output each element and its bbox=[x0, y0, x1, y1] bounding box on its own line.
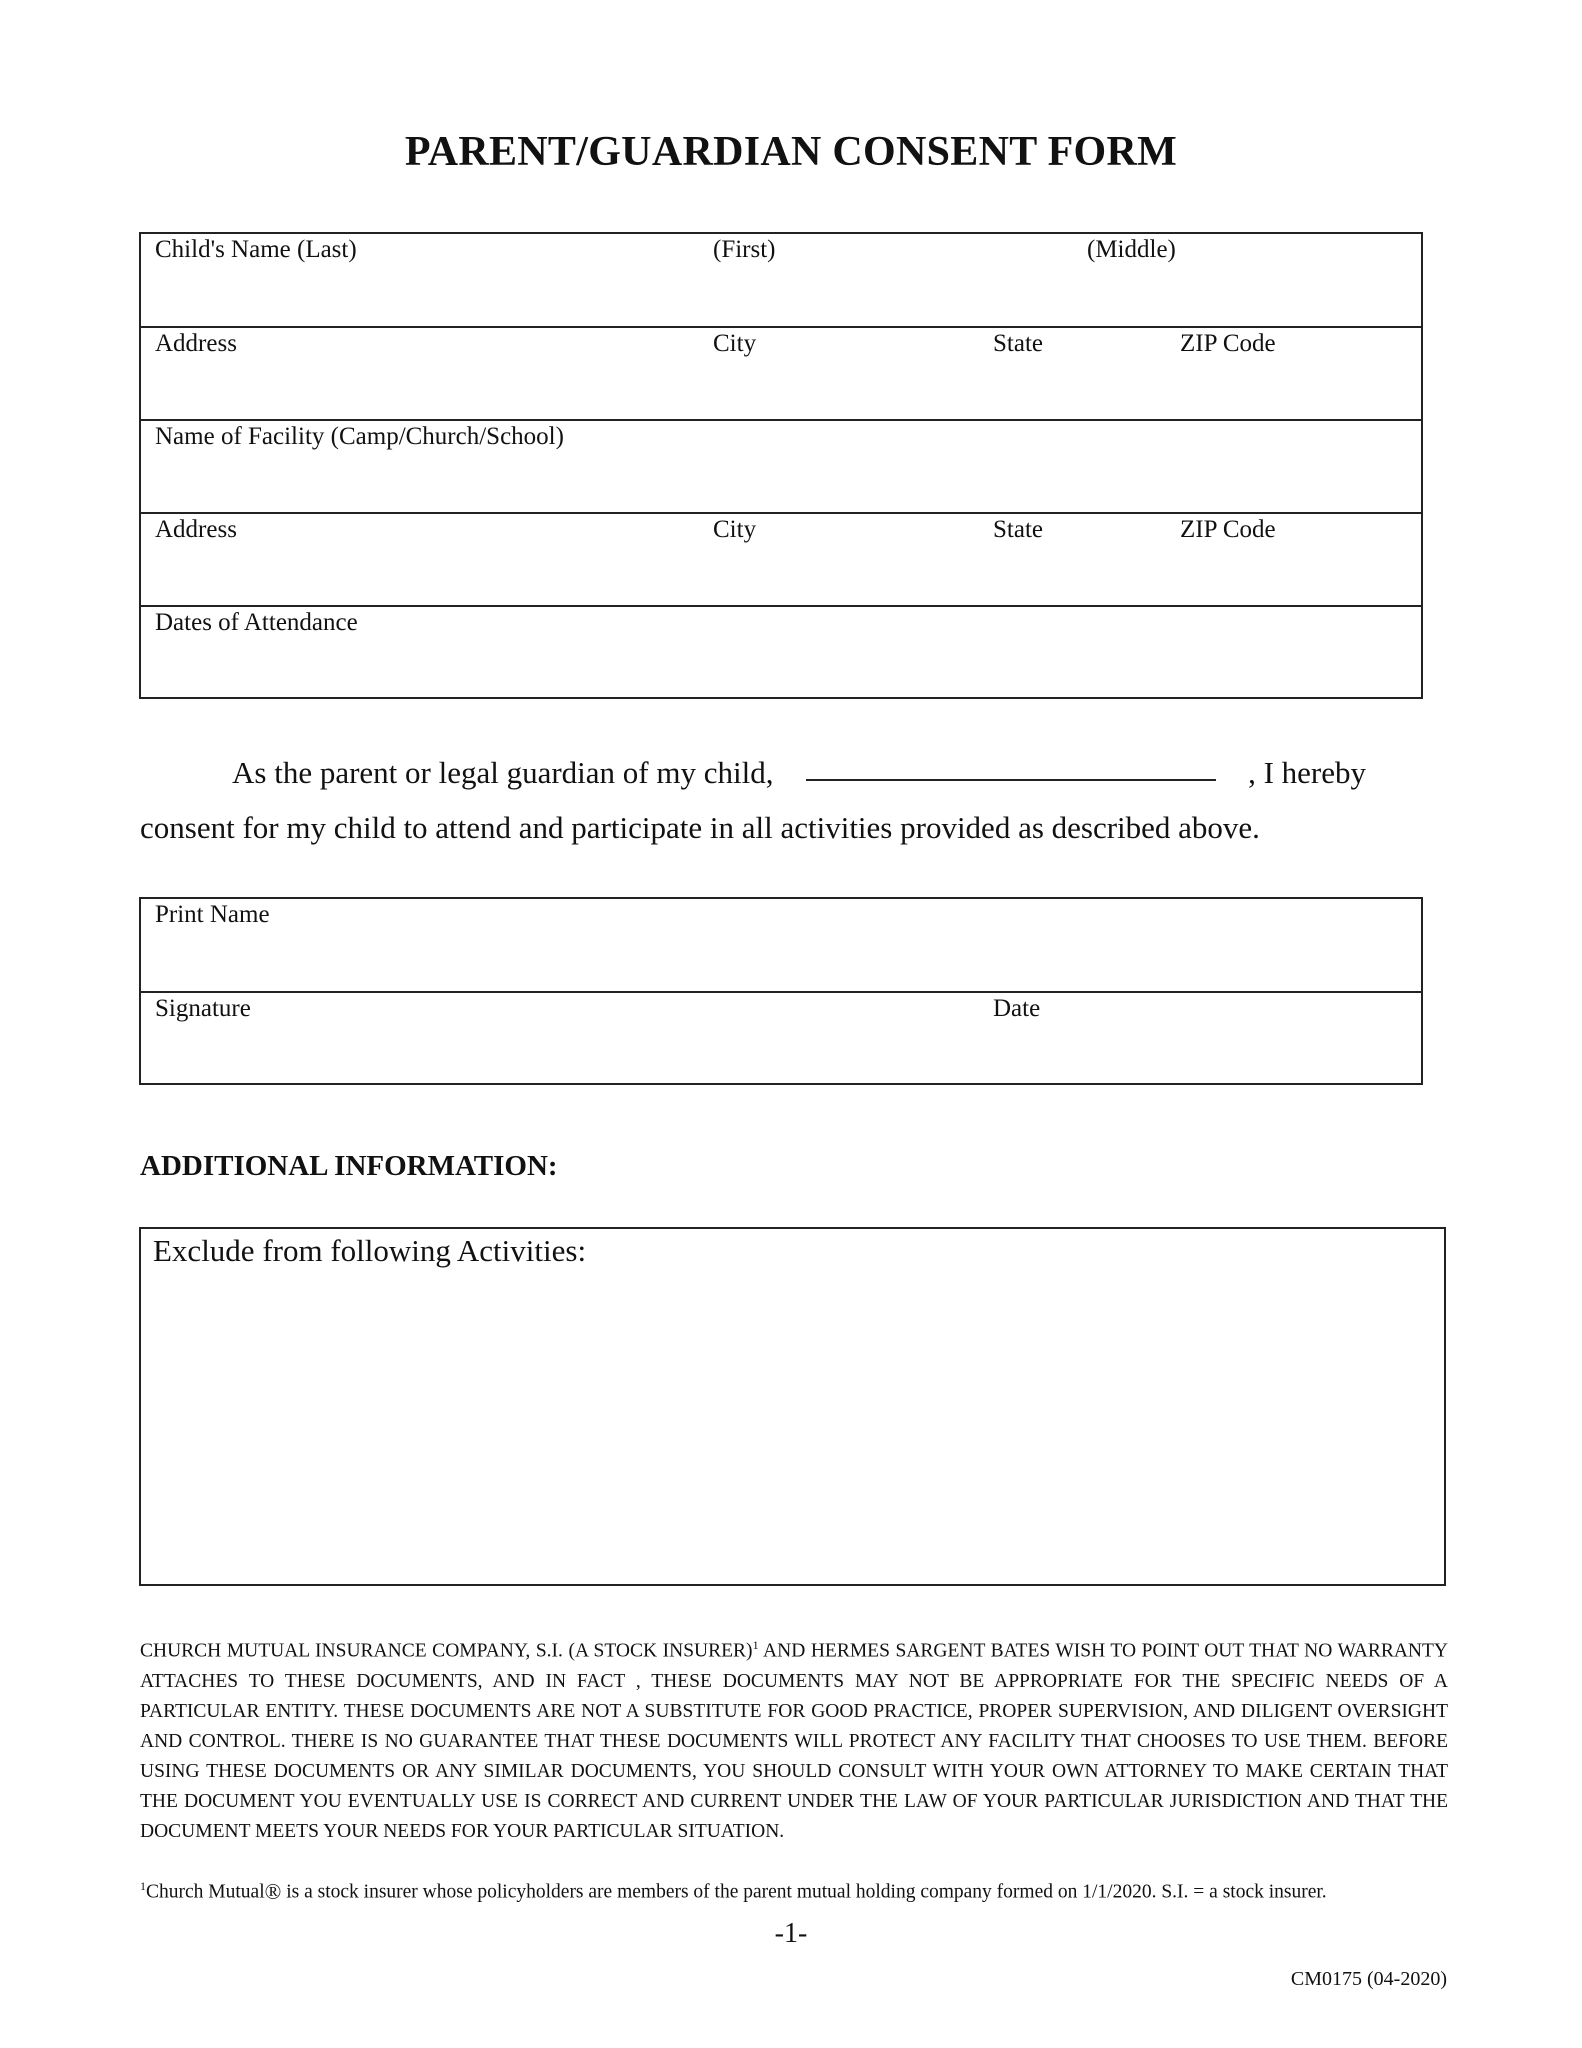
child-state-label: State bbox=[993, 330, 1043, 357]
registered-mark: ® bbox=[264, 1879, 282, 1904]
signature-label: Signature bbox=[155, 995, 251, 1022]
exclude-activities-label: Exclude from following Activities: bbox=[153, 1233, 587, 1268]
attendance-dates-row bbox=[141, 605, 1421, 697]
consent-text-start: As the parent or legal guardian of my child, bbox=[232, 755, 774, 790]
facility-zip-label: ZIP Code bbox=[1180, 516, 1276, 543]
date-label: Date bbox=[993, 995, 1041, 1022]
child-first-name-input[interactable] bbox=[713, 270, 1077, 322]
child-address-row bbox=[141, 326, 1421, 419]
child-middle-name-input[interactable] bbox=[1087, 270, 1411, 322]
signature-row bbox=[141, 991, 1421, 1083]
footnote bbox=[140, 1879, 1327, 1905]
exclude-activities-box bbox=[139, 1227, 1446, 1586]
print-name-label: Print Name bbox=[155, 901, 270, 928]
print-name-row bbox=[141, 899, 1421, 991]
child-name-row bbox=[141, 234, 1421, 326]
signature-input[interactable] bbox=[155, 1029, 979, 1081]
child-last-name-label: Child's Name (Last) bbox=[155, 236, 357, 263]
date-input[interactable] bbox=[993, 1029, 1409, 1081]
form-code: CM0175 (04-2020) bbox=[1290, 1968, 1447, 1990]
signature-table bbox=[139, 897, 1423, 1085]
facility-address-input[interactable] bbox=[155, 550, 699, 602]
child-info-table bbox=[139, 232, 1423, 699]
footnote-brand: Church Mutual bbox=[146, 1881, 265, 1903]
page-number: -1- bbox=[774, 1918, 808, 1949]
footnote-text: is a stock insurer whose policyholders are members of the parent mutual holding company formed on 1/1/2020. S.I. = a stock insurer. bbox=[286, 1881, 1327, 1903]
footnote-mark: 1 bbox=[140, 1879, 146, 1893]
child-last-name-input[interactable] bbox=[155, 270, 699, 322]
print-name-input[interactable] bbox=[155, 935, 1409, 987]
attendance-dates-input[interactable] bbox=[155, 643, 1409, 695]
facility-state-label: State bbox=[993, 516, 1043, 543]
additional-info-heading: ADDITIONAL INFORMATION: bbox=[140, 1150, 558, 1182]
facility-city-label: City bbox=[713, 516, 757, 543]
facility-name-label: Name of Facility (Camp/Church/School) bbox=[155, 423, 564, 450]
disclaimer-footnote-mark: 1 bbox=[752, 1638, 759, 1652]
facility-name-input[interactable] bbox=[155, 457, 1409, 509]
form-title: PARENT/GUARDIAN CONSENT FORM bbox=[404, 129, 1178, 175]
child-state-input[interactable] bbox=[993, 364, 1167, 416]
facility-zip-input[interactable] bbox=[1180, 550, 1409, 602]
child-zip-label: ZIP Code bbox=[1180, 330, 1276, 357]
facility-name-row bbox=[141, 419, 1421, 512]
attendance-dates-label: Dates of Attendance bbox=[155, 609, 358, 636]
child-name-blank[interactable] bbox=[806, 745, 1216, 781]
exclude-activities-input[interactable] bbox=[153, 1285, 1432, 1574]
child-address-label: Address bbox=[155, 330, 237, 357]
facility-address-row bbox=[141, 512, 1421, 605]
consent-text-hereby: , I hereby bbox=[1248, 755, 1366, 790]
child-address-input[interactable] bbox=[155, 364, 699, 416]
consent-text-line2: consent for my child to attend and participate in all activities provided as described above. bbox=[140, 810, 1260, 845]
facility-city-input[interactable] bbox=[713, 550, 983, 602]
disclaimer-body: AND HERMES SARGENT BATES WISH TO POINT OUT THAT NO WARRANTY ATTACHES TO THESE DOCUMENTS, AND IN FACT , THESE DOCUMENTS MAY NOT BE APPROPRIATE FOR THE SPECIFIC NEEDS OF A PARTICULAR ENTITY. THESE DOCUMENTS ARE NOT A SUBSTITUTE FOR GOOD PRACTICE, PROPER SUPERVISION, AND DILIGENT OVERSIGHT AND CONTROL. THERE IS NO GUARANTEE THAT THESE DOCUMENTS WILL PROTECT ANY FACILITY THAT CHOOSES TO USE THEM. BEFORE USING THESE DOCUMENTS OR ANY SIMILAR DOCUMENTS, YOU SHOULD CONSULT WITH YOUR OWN ATTORNEY TO MAKE CERTAIN THAT THE DOCUMENT YOU EVENTUALLY USE IS CORRECT AND CURRENT UNDER THE LAW OF YOUR PARTICULAR JURISDICTION AND THAT THE DOCUMENT MEETS YOUR NEEDS FOR YOUR PARTICULAR SITUATION. bbox=[140, 1640, 1449, 1842]
child-first-name-label: (First) bbox=[713, 236, 776, 263]
child-zip-input[interactable] bbox=[1180, 364, 1409, 416]
facility-state-input[interactable] bbox=[993, 550, 1167, 602]
disclaimer-text bbox=[140, 1630, 1448, 1847]
child-city-input[interactable] bbox=[713, 364, 983, 416]
facility-address-label: Address bbox=[155, 516, 237, 543]
child-middle-name-label: (Middle) bbox=[1087, 236, 1176, 263]
consent-statement bbox=[140, 745, 1366, 855]
child-city-label: City bbox=[713, 330, 757, 357]
disclaimer-company: CHURCH MUTUAL INSURANCE COMPANY, S.I. (A STOCK INSURER) bbox=[140, 1640, 753, 1662]
